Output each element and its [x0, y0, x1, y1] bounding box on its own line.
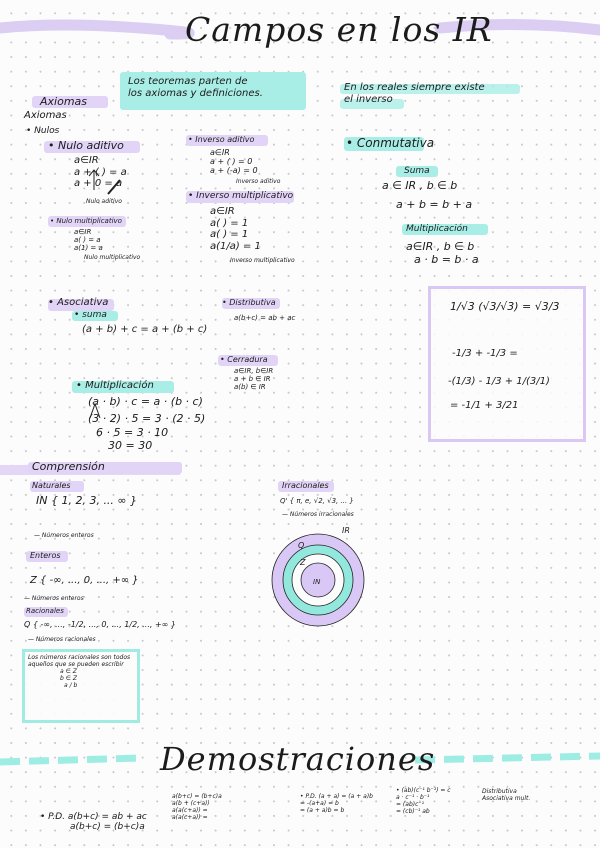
inverso-mult-heading: • Inverso multiplicativo: [188, 191, 294, 201]
box-line: b ∈ Z: [60, 674, 77, 682]
math-line: a + b = b + a: [396, 197, 473, 211]
math-line: 6 · 5 = 3 · 10: [96, 426, 169, 440]
proof-line: • (ab)(c⁻¹ b⁻¹) = c: [396, 787, 451, 794]
math-line: a ∈ IR , b ∈ b: [382, 179, 458, 192]
demos-title: Demostraciones: [160, 740, 436, 778]
math-box-line1: 1/√3 (√3/√3) = √3/3: [450, 300, 560, 313]
enteros-label: Enteros: [30, 551, 61, 560]
math-line: (3 · 2) · 5 = 3 · (2 · 5): [88, 411, 206, 425]
math-line: a + ( ) = 0: [210, 157, 253, 167]
intro-line: los axiomas y definiciones.: [128, 87, 263, 99]
asoc-mult-body: [88, 396, 205, 453]
proof-line: • P.D. (a + a) = (a + a)b: [300, 793, 373, 800]
inverso-mult-note: Inverso multiplicativo: [230, 257, 295, 264]
math-line: a( ) = 1: [210, 217, 249, 229]
math-line: a∈IR: [74, 155, 99, 166]
proof-line: a(a(c+a)) =: [172, 813, 208, 821]
demos-col4: [396, 788, 451, 816]
box-line: Los números racionales son todos: [28, 654, 131, 661]
math-line: a( ) = 1: [210, 229, 249, 240]
inverso-aditivo-note: Inverso aditivo: [236, 178, 281, 185]
math-line: (a · b) · c = a · (b · c): [88, 395, 203, 408]
frac: √3/3: [534, 300, 560, 313]
math-line: a∈IR , b ∈ b: [406, 240, 475, 253]
math-box-line4: = -1/1 + 3/21: [450, 400, 519, 411]
distributiva-line: a(b+c) = ab + ac: [234, 314, 296, 322]
cerradura-heading: • Cerradura: [220, 355, 268, 364]
math-line: a(1) = a: [74, 244, 103, 253]
inverso-mult-body: [210, 206, 261, 252]
nulo-aditivo-note: Nulo aditivo: [86, 198, 122, 205]
proof-line: a(b+c) = (b+c)a: [172, 793, 222, 800]
demos-col3: [300, 794, 373, 815]
nulo-mult-note: Nulo multiplicativo: [84, 254, 141, 261]
note-line: En los reales siempre existe: [344, 82, 485, 93]
proof-line: = (ab)c⁻¹: [396, 800, 424, 808]
nulos-label: • Nulos: [26, 126, 60, 136]
proof-line: • P.D. a(b+c) = ab + ac: [40, 812, 147, 822]
intro-line: Los teoremas parten de: [128, 76, 248, 87]
naturales-label: Naturales: [32, 481, 71, 490]
proof-line: a(b + (c+a)): [172, 799, 210, 807]
irracionales-note: — Números irracionales: [282, 511, 354, 518]
conm-mult-body: [406, 241, 479, 266]
venn-q: Q: [298, 541, 305, 550]
comprension-heading: Comprensión: [32, 460, 105, 473]
proof-line: a(b+c) = (b+c)a: [70, 822, 145, 833]
math-line: a + ( ) = a: [74, 166, 127, 178]
naturales-set: IN { 1, 2, 3, ... ∞ }: [36, 494, 138, 507]
enteros-note: — Números enteros: [24, 595, 84, 602]
nulo-mult-body: [74, 228, 103, 252]
math-line: a∈IR: [210, 206, 235, 217]
cerradura-body: [234, 367, 273, 391]
demos-col4-note: Distributiva Asociativa mult.: [482, 788, 531, 802]
math-box-line3: -(1/3) - 1/3 + 1/(3/1): [448, 376, 550, 387]
venn-z: Z: [300, 558, 306, 567]
axiomas-heading: Axiomas: [24, 110, 67, 121]
page-title: Campos en los IR: [185, 10, 493, 49]
proof-line: a · c⁻¹ · b⁻¹: [396, 793, 430, 801]
enteros-set: Z { -∞, ..., 0, ..., +∞ }: [30, 575, 139, 586]
math-line: 30 = 30: [108, 438, 153, 452]
racionales-label: Racionales: [26, 607, 64, 615]
proof-line: = (cb)⁻¹ ab: [396, 807, 430, 815]
conm-suma-label: Suma: [404, 166, 430, 176]
distributiva-heading: • Distributiva: [222, 298, 276, 307]
proof-line: = (a + a)b = b: [300, 806, 345, 814]
irracionales-label: Irracionales: [282, 481, 329, 490]
asociativa-heading: • Asociativa: [48, 297, 109, 308]
math-line: a( ) = a: [74, 236, 101, 245]
math-line: a∈IR: [74, 228, 92, 236]
nulo-aditivo-body: [74, 155, 127, 190]
irracionales-set: Q' { π, e, √2, √3, ... }: [280, 497, 354, 505]
math-line: a∈IR, b∈IR: [234, 367, 274, 375]
math-line: a + 0 = a: [74, 178, 123, 189]
axiomas-badge: Axiomas: [40, 95, 88, 108]
nulo-mult-heading: • Nulo multiplicativo: [50, 217, 122, 225]
intro-text: [128, 76, 263, 99]
demos-col1: [40, 812, 147, 833]
naturales-note: — Números enteros: [34, 532, 94, 539]
conm-mult-label: Multiplicación: [406, 224, 468, 234]
nulo-aditivo-heading: • Nulo aditivo: [48, 139, 124, 152]
conmutativa-heading: • Conmutativa: [346, 136, 435, 150]
racionales-note: — Números racionales: [28, 636, 96, 643]
conm-suma-body: [382, 180, 472, 211]
asoc-suma-label: • suma: [74, 310, 107, 320]
math-line: a∈IR: [210, 148, 230, 157]
reales-note: [344, 82, 485, 105]
proof-line: a(a(c+a)) =: [172, 806, 208, 814]
box-line: a / b: [64, 681, 78, 689]
demos-col2: [172, 794, 222, 822]
inverso-aditivo-heading: • Inverso aditivo: [188, 135, 255, 144]
racionales-set: Q { -∞, ..., -1/2, ..., 0, ..., 1/2, ..., +∞ }: [24, 620, 176, 629]
math-line: a + b ∈ IR: [234, 375, 271, 384]
math-box-line2: -1/3 + -1/3 =: [452, 348, 518, 359]
box-line: aquellos que se pueden escribir: [28, 660, 124, 668]
inverso-aditivo-body: [210, 148, 258, 176]
asoc-suma-line: (a + b) + c = a + (b + c): [82, 324, 208, 335]
venn-r: IR: [342, 526, 350, 535]
racional-box-text: [28, 655, 130, 689]
venn-n: IN: [313, 578, 321, 586]
asoc-mult-label: • Multiplicación: [76, 380, 154, 391]
box-line: a ∈ Z: [60, 667, 77, 675]
frac: (√3/√3): [478, 300, 519, 313]
math-line: a(b) ∈ IR: [234, 383, 266, 392]
note-line: el inverso: [344, 93, 393, 105]
frac: 1/√3: [450, 300, 475, 313]
math-line: a + (-a) = 0: [210, 166, 258, 176]
math-line: a(1/a) = 1: [210, 240, 261, 252]
proof-line: = -(a+a) = b: [300, 799, 339, 807]
math-line: a · b = b · a: [414, 252, 479, 266]
